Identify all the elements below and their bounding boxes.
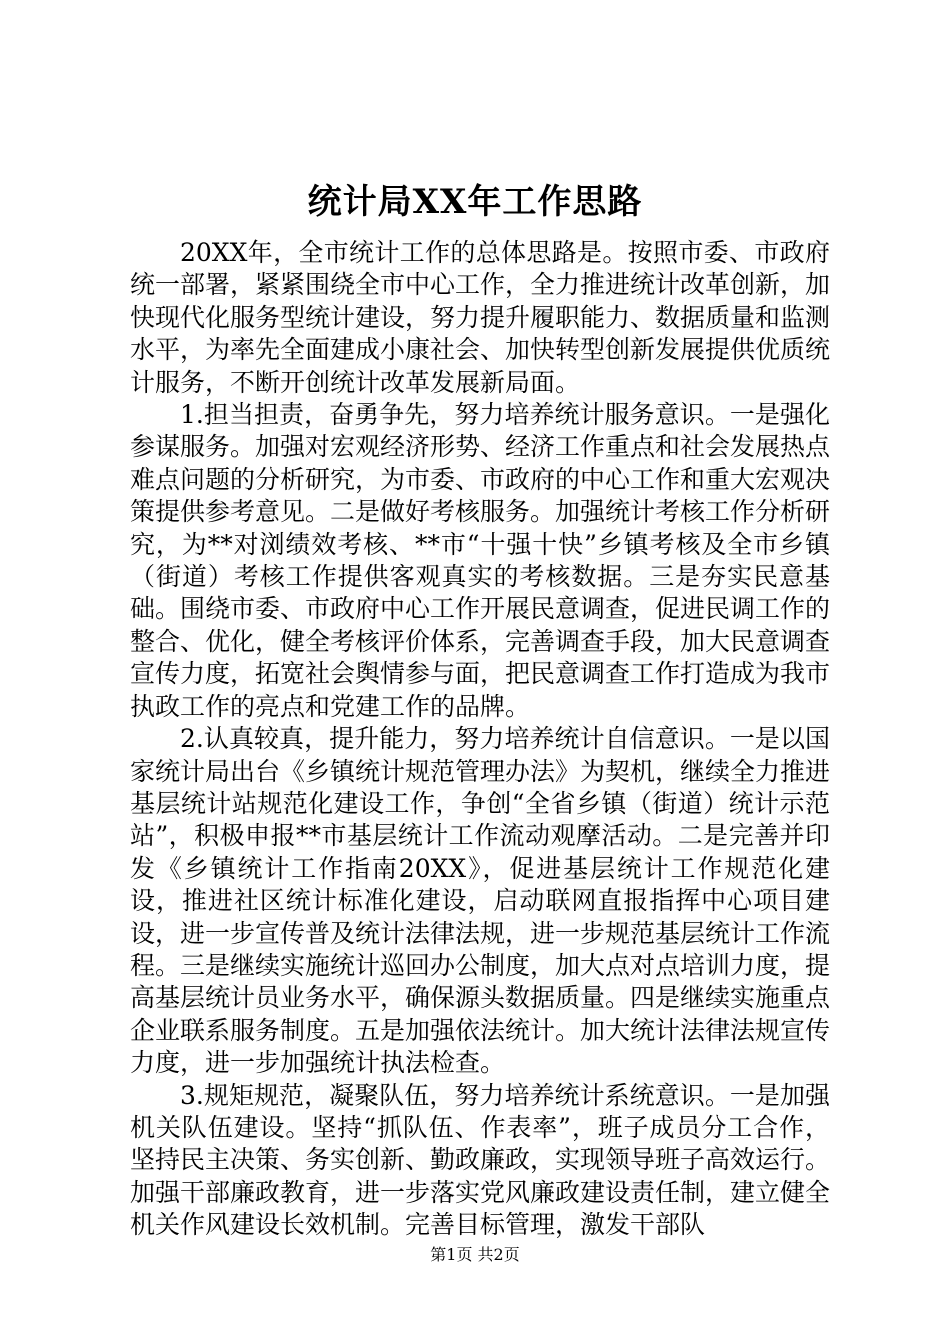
document-title: 统计局XX年工作思路: [307, 182, 643, 222]
paragraph-intro: 20XX年，全市统计工作的总体思路是。按照市委、市政府统一部署，紧紧围绕全市中心工作，全力推进统计改革创新，加快现代化服务型统计建设，努力提升履职能力、数据质量和监测水平，为率先全面建成小康社会、加快转型创新发展提供优质统计服务，不断开创统计改革发展新局面。: [130, 238, 831, 397]
page-footer: 第1页 共2页: [430, 1245, 520, 1264]
paragraph-section-3: 3.规矩规范，凝聚队伍，努力培养统计系统意识。一是加强机关队伍建设。坚持“抓队伍、作表率”，班子成员分工合作，坚持民主决策、务实创新、勤政廉政，实现领导班子高效运行。加强干部廉政教育，进一步落实党风廉政建设责任制，建立健全机关作风建设长效机制。完善目标管理，激发干部队: [130, 1080, 831, 1240]
document-body: [130, 237, 830, 1242]
paragraph-section-2: 2.认真较真，提升能力，努力培养统计自信意识。一是以国家统计局出台《乡镇统计规范管理办法》为契机，继续全力推进基层统计站规范化建设工作，争创“全省乡镇（街道）统计示范站”，积极申报**市基层统计工作流动观摩活动。二是完善并印发《乡镇统计工作指南20XX》，促进基层统计工作规范化建设，推进社区统计标准化建设，启动联网直报指挥中心项目建设，进一步宣传普及统计法律法规，进一步规范基层统计工作流程。三是继续实施统计巡回办公制度，加大点对点培训力度，提高基层统计员业务水平，确保源头数据质量。四是继续实施重点企业联系服务制度。五是加强依法统计。加大统计法律法规宣传力度，进一步加强统计执法检查。: [130, 724, 831, 1078]
paragraph-section-1: 1.担当担责，奋勇争先，努力培养统计服务意识。一是强化参谋服务。加强对宏观经济形势、经济工作重点和社会发展热点难点问题的分析研究，为市委、市政府的中心工作和重大宏观决策提供参考意见。二是做好考核服务。加强统计考核工作分析研究，为**对浏绩效考核、**市“十强十快”乡镇考核及全市乡镇（街道）考核工作提供客观真实的考核数据。三是夯实民意基础。围绕市委、市政府中心工作开展民意调查，促进民调工作的整合、优化，健全考核评价体系，完善调查手段，加大民意调查宣传力度，拓宽社会舆情参与面，把民意调查工作打造成为我市执政工作的亮点和党建工作的品牌。: [130, 400, 831, 721]
